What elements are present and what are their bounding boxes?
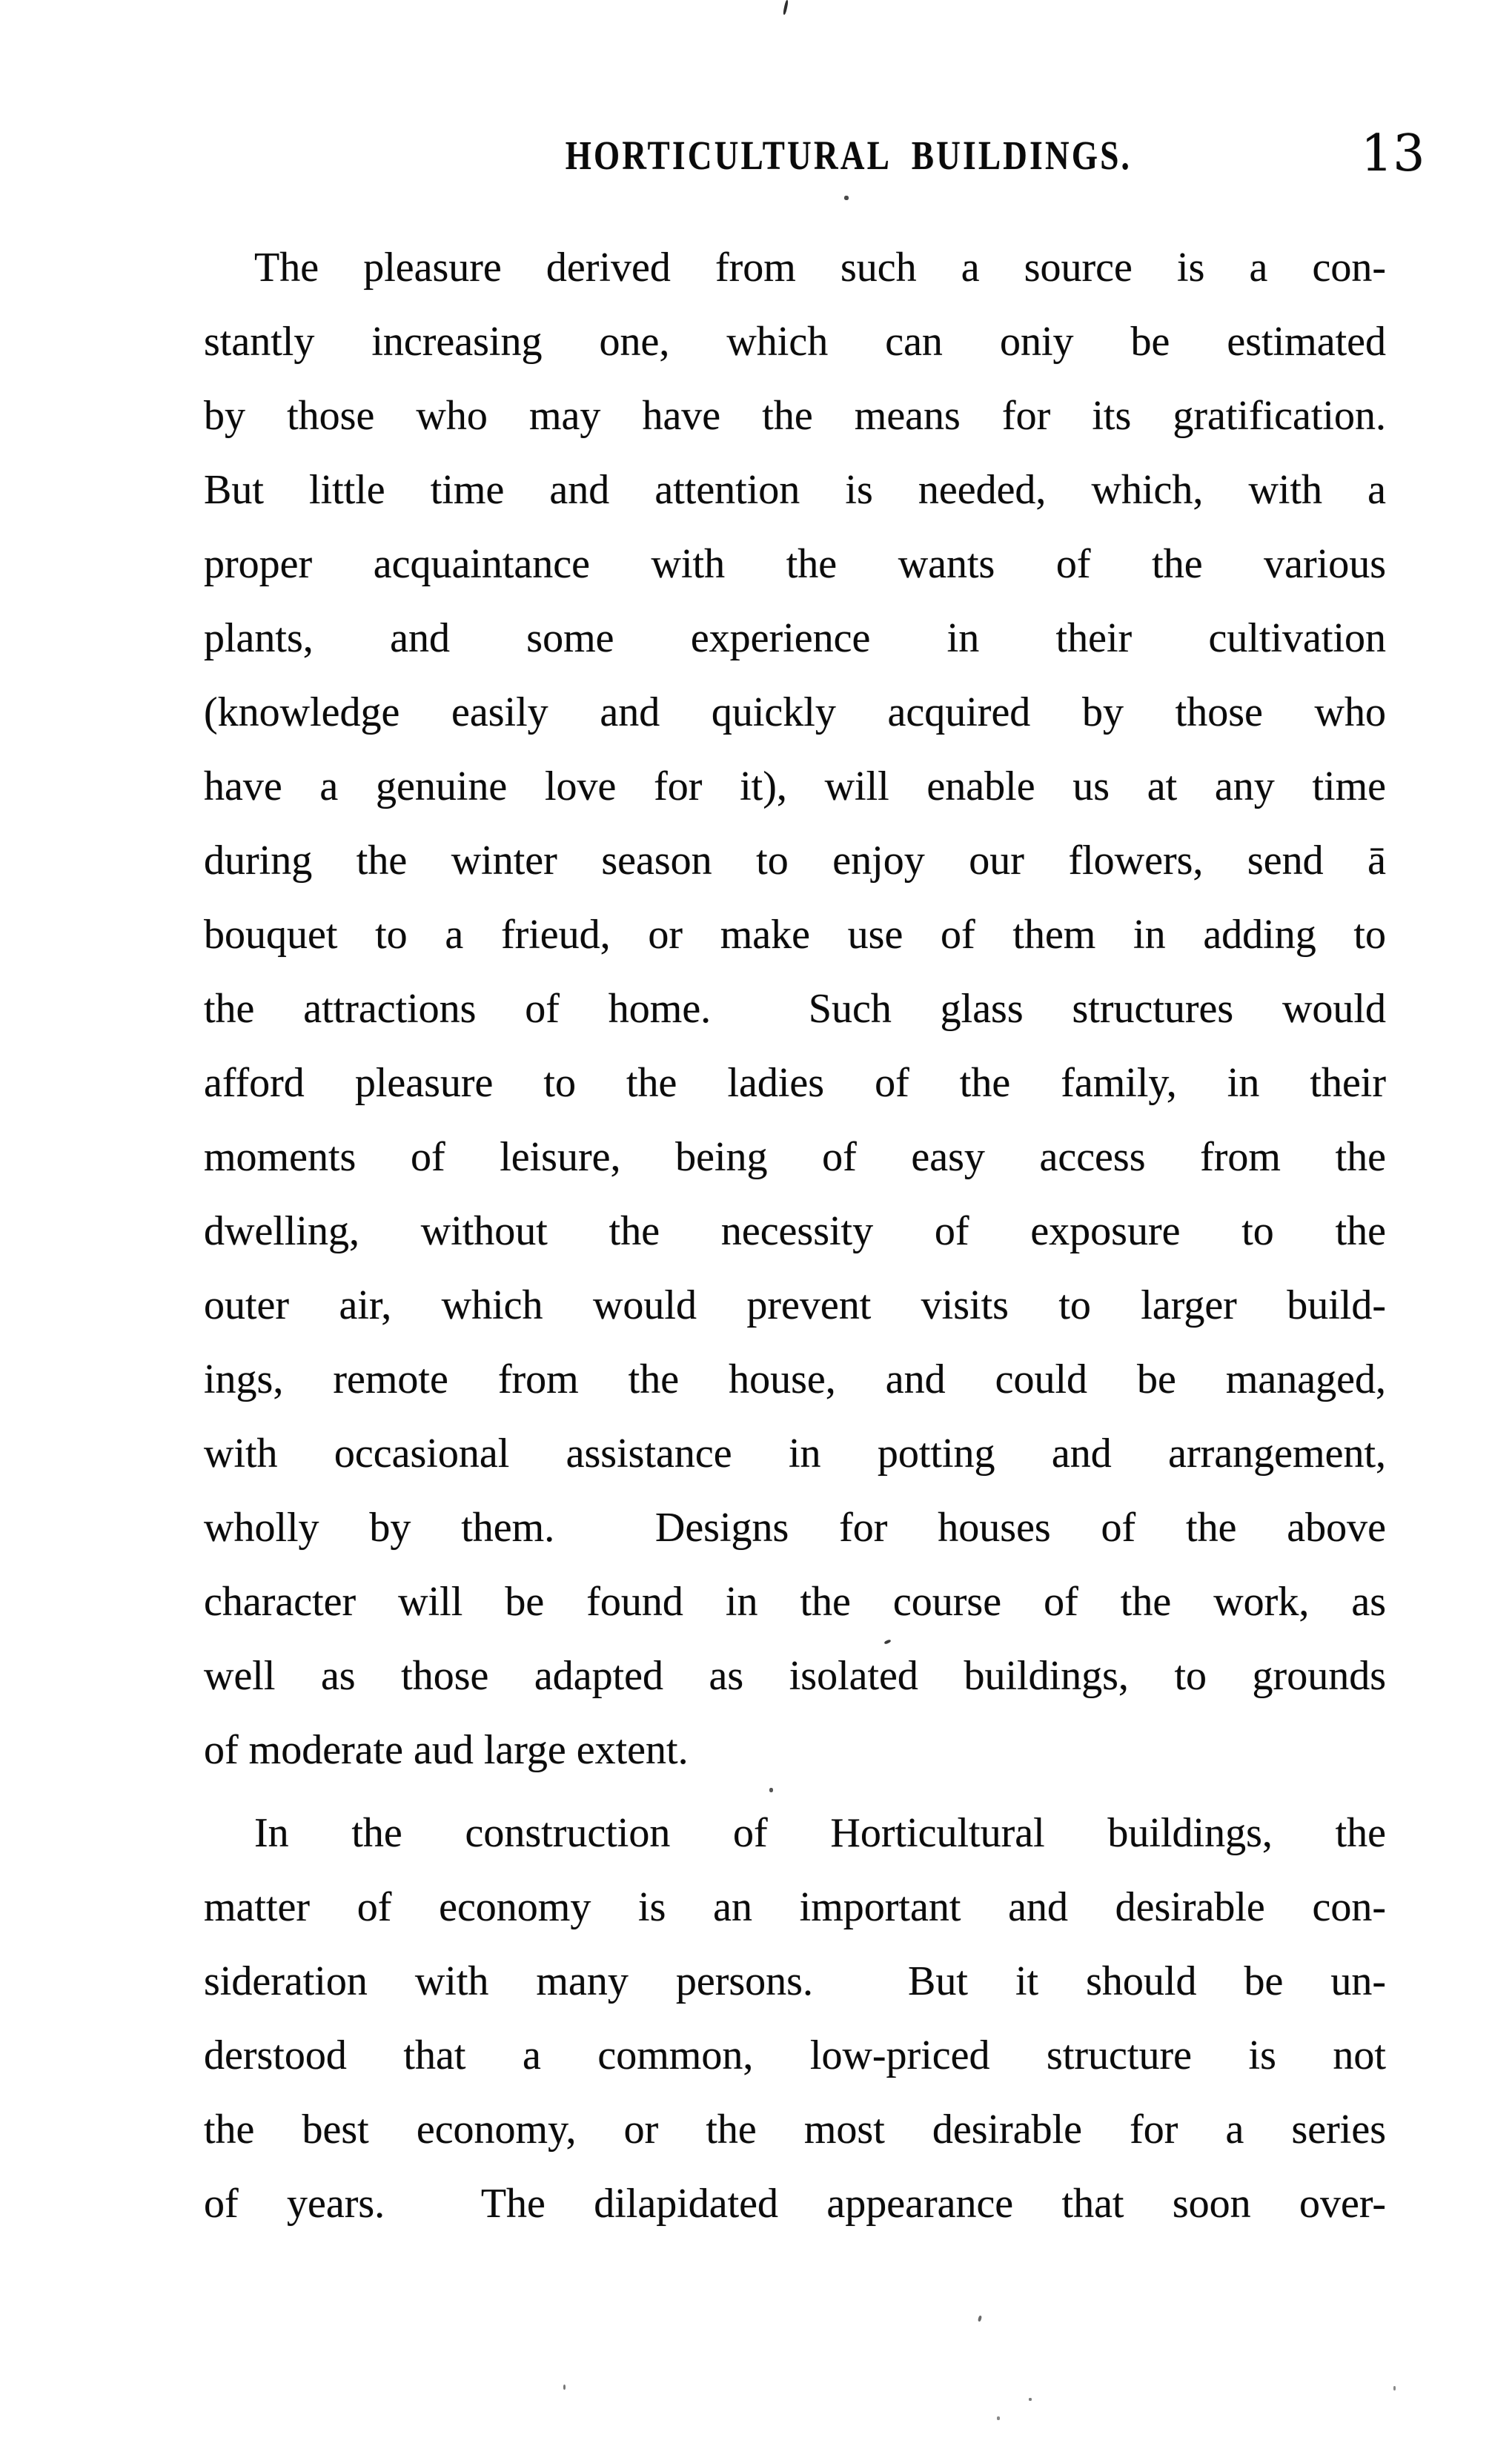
text-line: well as those adapted as isolated buildings, to grounds [204, 1653, 1386, 1699]
text-line: outer air, which would prevent visits to larger build- [204, 1282, 1386, 1328]
text-line: of moderate aud large extent. [204, 1727, 689, 1773]
text-line: during the winter season to enjoy our flowers, send ā [204, 838, 1386, 884]
scan-artifact [1393, 2386, 1396, 2390]
text-line: have a genuine love for it), will enable us at any time [204, 763, 1386, 809]
text-line: bouquet to a frieud, or make use of them in adding to [204, 912, 1386, 958]
scan-artifact [563, 2385, 566, 2390]
text-line: the best economy, or the most desirable for a series [204, 2107, 1386, 2153]
scan-artifact [769, 1788, 773, 1792]
page-number: 13 [1361, 125, 1425, 183]
scan-artifact [783, 0, 789, 15]
text-line: But little time and attention is needed, which, with a [204, 467, 1386, 513]
text-line: matter of economy is an important and desirable con- [204, 1884, 1386, 1930]
text-line: dwelling, without the necessity of exposure to the [204, 1208, 1386, 1254]
running-head [204, 132, 1386, 190]
text-line: wholly by them. Designs for houses of the above [204, 1505, 1386, 1551]
paragraph [204, 231, 1386, 1787]
page-title: HORTICULTURAL BUILDINGS. [566, 133, 1133, 178]
paragraph [204, 1796, 1386, 2241]
text-line: the attractions of home. Such glass structures would [204, 986, 1386, 1032]
text-line: moments of leisure, being of easy access from the [204, 1134, 1386, 1180]
text-line: In the construction of Horticultural buildings, the [254, 1810, 1386, 1856]
text-line: afford pleasure to the ladies of the family, in their [204, 1060, 1386, 1106]
scan-artifact [978, 2316, 982, 2322]
text-line: (knowledge easily and quickly acquired by those who [204, 689, 1386, 735]
text-line: plants, and some experience in their cultivation [204, 615, 1386, 661]
scan-artifact [1029, 2398, 1032, 2401]
text-line: ings, remote from the house, and could be managed, [204, 1356, 1386, 1402]
text-line: with occasional assistance in potting and arrangement, [204, 1431, 1386, 1477]
text-line: sideration with many persons. But it should be un- [204, 1958, 1386, 2004]
scan-artifact [844, 196, 849, 200]
text-line: of years. The dilapidated appearance that soon over- [204, 2181, 1386, 2227]
text-line: by those who may have the means for its gratification. [204, 393, 1386, 439]
body-text [204, 231, 1386, 2241]
text-line: proper acquaintance with the wants of the various [204, 541, 1386, 587]
text-line: The pleasure derived from such a source is a con- [254, 245, 1386, 291]
text-line: derstood that a common, low-priced structure is not [204, 2032, 1386, 2078]
text-line: stantly increasing one, which can oniy be estimated [204, 319, 1386, 365]
text-line: character will be found in the course of the work, as [204, 1579, 1386, 1625]
scan-artifact [997, 2416, 1000, 2420]
